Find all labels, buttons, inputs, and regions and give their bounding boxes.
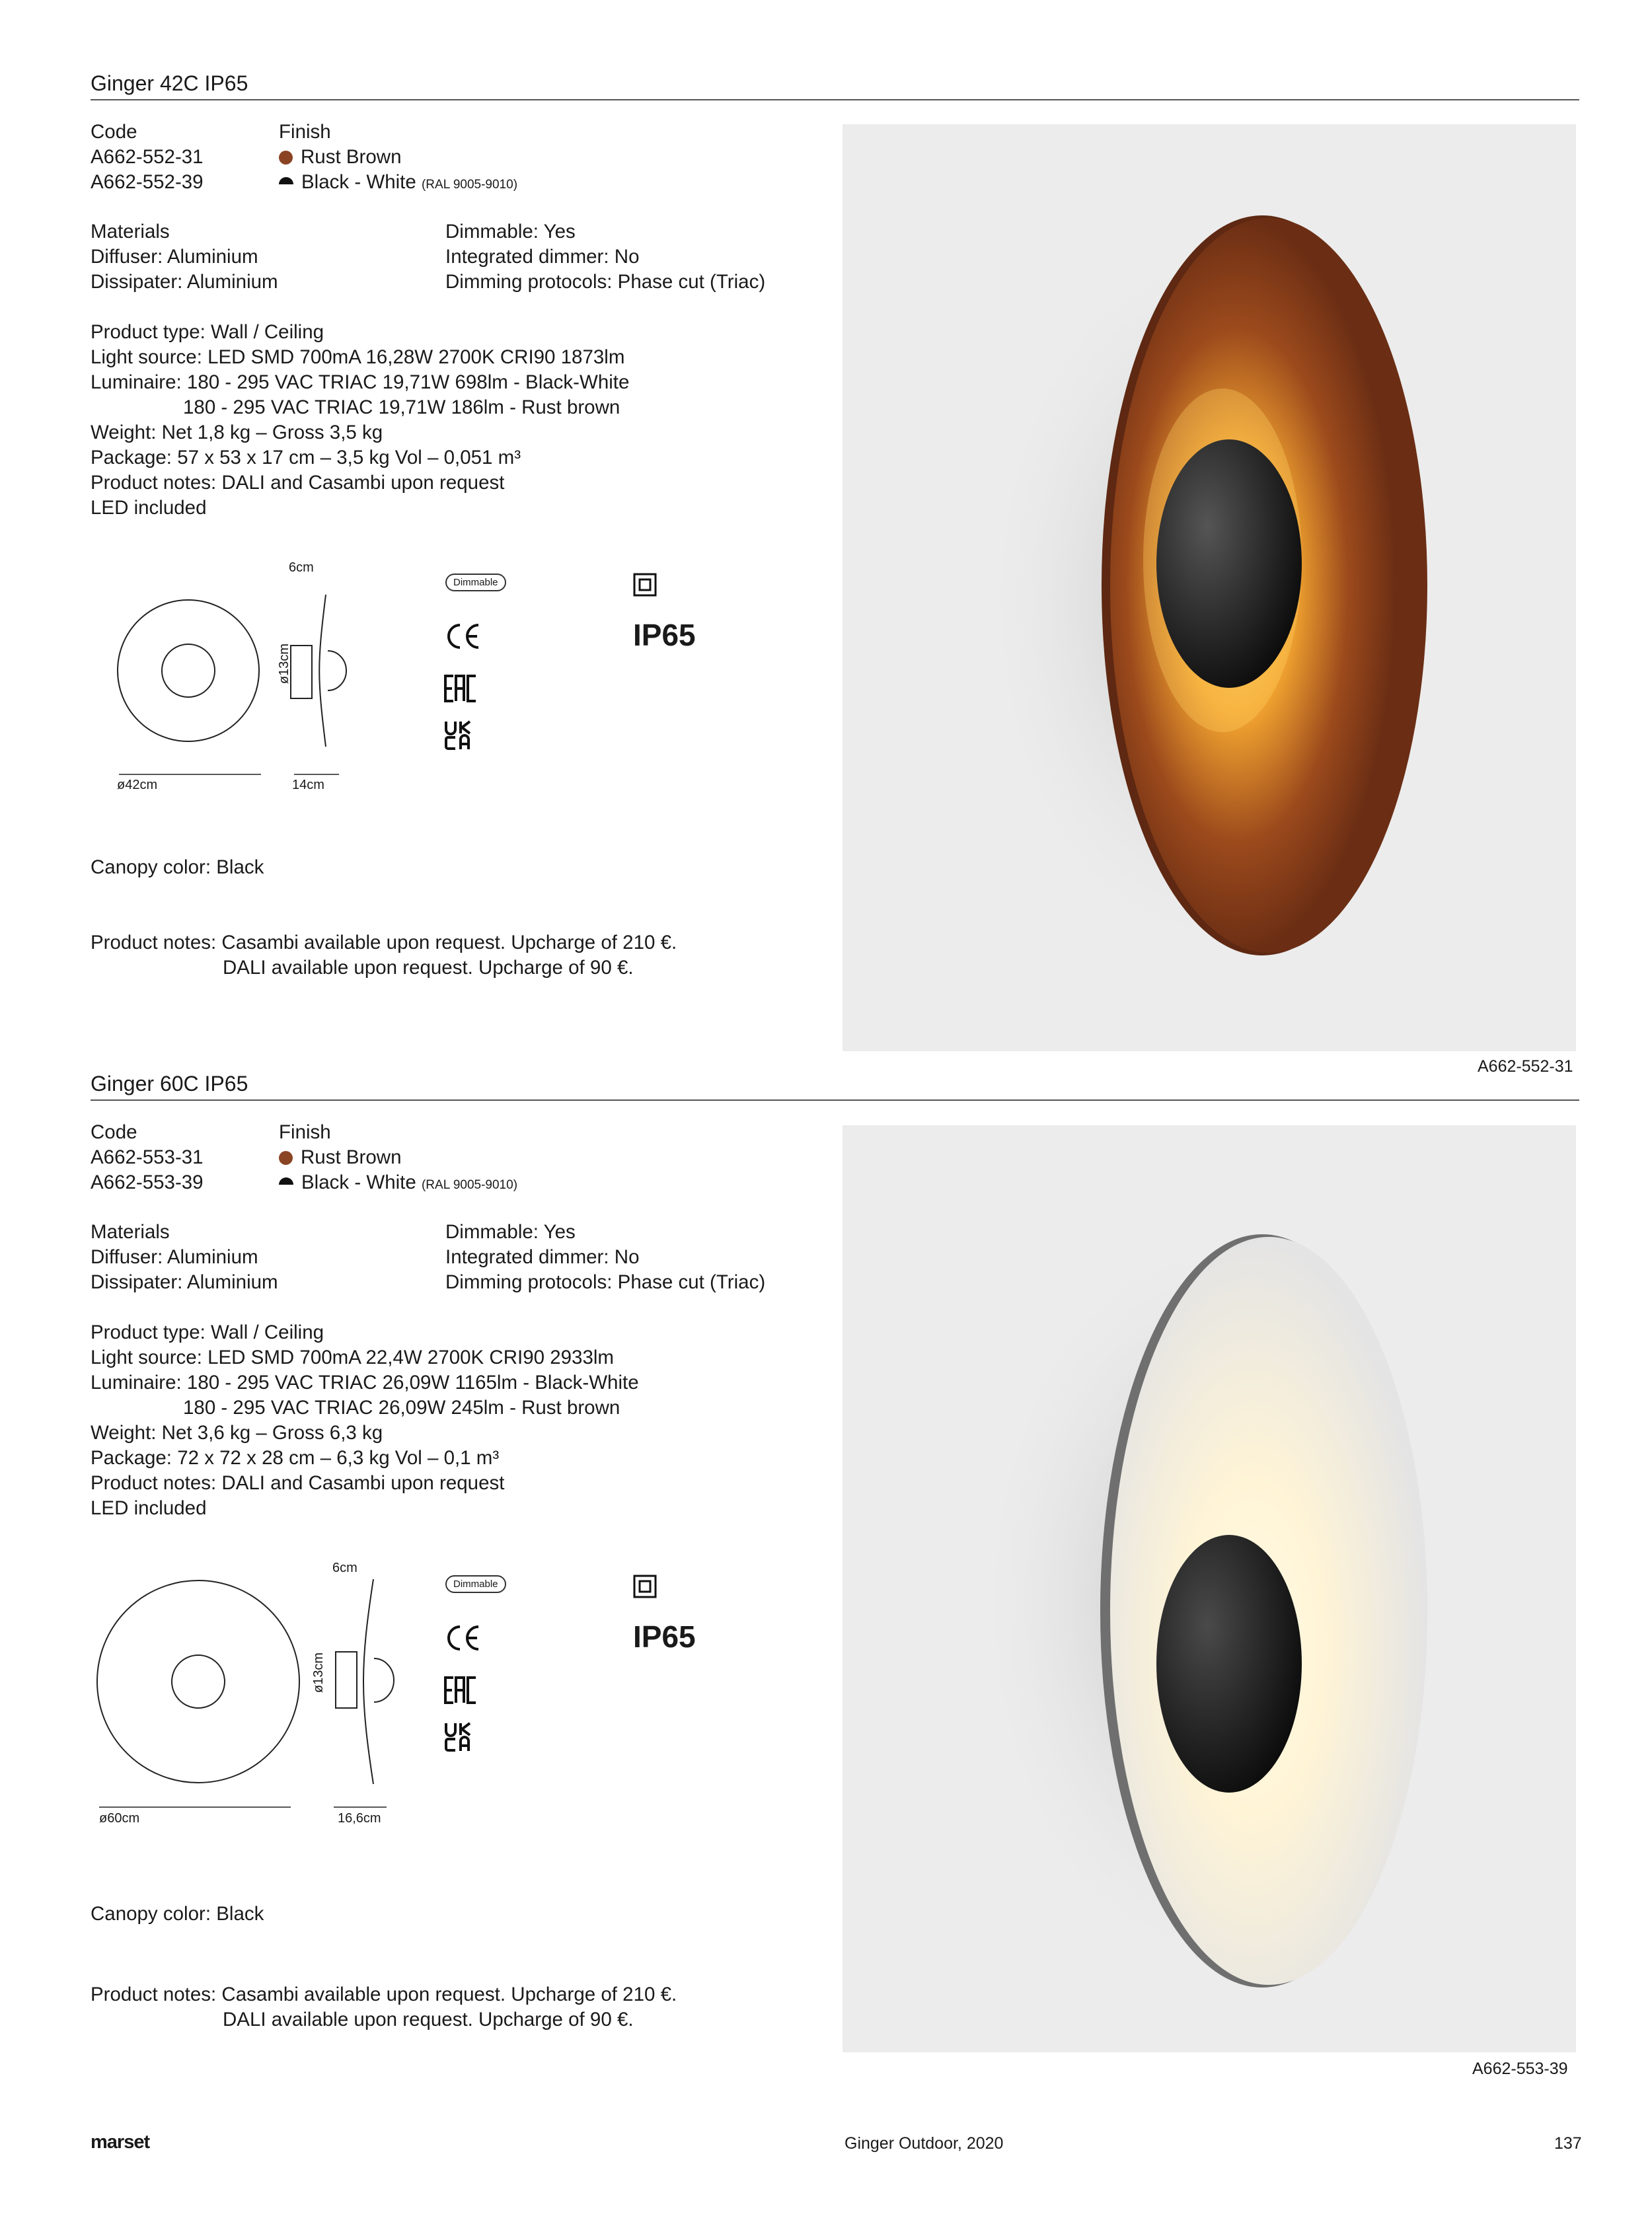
- title-rule: [91, 99, 1579, 100]
- note-line: Product notes: Casambi available upon request. Upcharge of 210 €.: [91, 1984, 677, 2005]
- class-ii-icon: [633, 573, 657, 597]
- dimension-drawing: [93, 1566, 423, 1830]
- materials-label: Materials: [91, 221, 170, 242]
- side-view-canopy: [336, 1652, 357, 1708]
- diameter-dimension: ø42cm: [117, 778, 158, 792]
- spec-line: Light source: LED SMD 700mA 22,4W 2700K CRI90 2933lm: [91, 1347, 614, 1368]
- projection-dimension: 14cm: [292, 778, 324, 792]
- dimension-drawing: [106, 565, 383, 803]
- ukca-mark-icon: [444, 1722, 473, 1752]
- ip-rating: IP65: [633, 618, 696, 652]
- canopy-dimension: ø13cm: [311, 1652, 326, 1693]
- product-title: Ginger 60C IP65: [91, 1072, 248, 1096]
- lamp-illustration: [843, 124, 1576, 1051]
- note-line: DALI available upon request. Upcharge of 90 €.: [223, 2009, 634, 2030]
- side-view-dome: [374, 1658, 394, 1702]
- code-item: A662-553-31: [91, 1146, 204, 1168]
- finish-note: (RAL 9005-9010): [421, 178, 518, 192]
- finish-label: Finish: [279, 1121, 331, 1143]
- finish-note: (RAL 9005-9010): [421, 1178, 518, 1192]
- dimming-block: [445, 1220, 765, 1295]
- code-label: Code: [91, 1121, 137, 1143]
- code-column: [91, 120, 204, 195]
- dimming-item: Integrated dimmer: No: [445, 1246, 640, 1268]
- photo-caption: A662-553-39: [1472, 2060, 1568, 2078]
- front-view-canopy-outline: [172, 1655, 225, 1708]
- finish-item: [279, 1145, 517, 1170]
- ukca-mark-icon: [444, 720, 473, 751]
- material-item: Diffuser: Aluminium: [91, 1246, 258, 1268]
- finish-item: [279, 170, 517, 198]
- spec-line: Weight: Net 3,6 kg – Gross 6,3 kg: [91, 1422, 383, 1444]
- dome-canopy: [1156, 439, 1302, 688]
- product-notes: [91, 930, 677, 981]
- spec-list: [91, 320, 629, 521]
- depth-dimension: 6cm: [332, 1561, 357, 1575]
- finish-column: [279, 1120, 517, 1198]
- material-item: Diffuser: Aluminium: [91, 246, 258, 268]
- material-item: Dissipater: Aluminium: [91, 1271, 278, 1293]
- rust-swatch-icon: [279, 1151, 293, 1165]
- spec-line: Product notes: DALI and Casambi upon request: [91, 1472, 505, 1494]
- lamp-illustration: [843, 1125, 1576, 2052]
- code-item: A662-552-31: [91, 146, 204, 168]
- finish-name: Black - White: [301, 171, 416, 193]
- ip-rating: IP65: [633, 1619, 696, 1654]
- finish-column: [279, 120, 517, 198]
- materials-label: Materials: [91, 1221, 170, 1243]
- spec-line: LED included: [91, 497, 207, 519]
- code-item: A662-553-39: [91, 1171, 204, 1193]
- code-item: A662-552-39: [91, 171, 204, 193]
- front-view-disc-outline: [118, 600, 259, 741]
- title-rule: [91, 1099, 1579, 1101]
- canopy-color: Canopy color: Black: [91, 1903, 264, 1925]
- class-ii-icon: [633, 1575, 657, 1598]
- spec-line: Luminaire: 180 - 295 VAC TRIAC 19,71W 698lm - Black-White: [91, 371, 630, 393]
- diameter-dimension: ø60cm: [99, 1811, 140, 1826]
- eac-mark-icon: [444, 1676, 478, 1705]
- material-item: Dissipater: Aluminium: [91, 271, 278, 293]
- note-line: DALI available upon request. Upcharge of 90 €.: [223, 957, 634, 979]
- finish-name: Rust Brown: [301, 1146, 402, 1168]
- dimming-item: Dimming protocols: Phase cut (Triac): [445, 1271, 766, 1293]
- ce-mark-icon: [444, 621, 484, 651]
- finish-item: [279, 1170, 517, 1198]
- code-column: [91, 1120, 204, 1195]
- spec-line: LED included: [91, 1497, 207, 1519]
- spec-line: Light source: LED SMD 700mA 16,28W 2700K CRI90 1873lm: [91, 346, 625, 368]
- code-label: Code: [91, 121, 137, 143]
- dimming-item: Dimmable: Yes: [445, 1221, 576, 1243]
- finish-name: Black - White: [301, 1171, 416, 1193]
- finish-label: Finish: [279, 121, 331, 143]
- side-view-disc: [363, 1579, 373, 1784]
- front-view-disc-outline: [97, 1580, 299, 1783]
- rust-swatch-icon: [279, 151, 293, 165]
- dimming-item: Dimming protocols: Phase cut (Triac): [445, 271, 766, 293]
- side-view-canopy: [291, 646, 312, 698]
- dimmable-badge: Dimmable: [445, 1575, 506, 1593]
- note-line: Product notes: Casambi available upon request. Upcharge of 210 €.: [91, 932, 677, 953]
- dome-canopy: [1156, 1535, 1302, 1793]
- materials-block: [91, 1220, 278, 1295]
- canopy-color: Canopy color: Black: [91, 856, 264, 878]
- spec-line: Package: 57 x 53 x 17 cm – 3,5 kg Vol – 0,051 m³: [91, 447, 521, 468]
- brand-logo: marset: [91, 2132, 150, 2153]
- page-number: 137: [1554, 2134, 1582, 2153]
- spec-line: Product type: Wall / Ceiling: [91, 1321, 324, 1343]
- product-title: Ginger 42C IP65: [91, 71, 248, 95]
- photo-caption: A662-552-31: [1478, 1057, 1573, 1076]
- spec-line: Product type: Wall / Ceiling: [91, 321, 324, 343]
- depth-dimension: 6cm: [289, 560, 314, 575]
- ce-mark-icon: [444, 1623, 484, 1653]
- product-photo-rust-brown: [843, 124, 1576, 1051]
- side-view-disc: [319, 595, 326, 747]
- finish-name: Rust Brown: [301, 146, 402, 168]
- finish-item: [279, 145, 517, 170]
- dimming-item: Dimmable: Yes: [445, 221, 576, 242]
- product-photo-black-white: [843, 1125, 1576, 2052]
- black-white-swatch-icon: [279, 177, 293, 184]
- spec-line: Weight: Net 1,8 kg – Gross 3,5 kg: [91, 422, 383, 443]
- dimming-item: Integrated dimmer: No: [445, 246, 640, 268]
- spec-line: 180 - 295 VAC TRIAC 26,09W 245lm - Rust brown: [183, 1397, 620, 1419]
- spec-line: Luminaire: 180 - 295 VAC TRIAC 26,09W 1165lm - Black-White: [91, 1372, 639, 1394]
- spec-line: Package: 72 x 72 x 28 cm – 6,3 kg Vol – 0,1 m³: [91, 1447, 500, 1469]
- spec-line: 180 - 295 VAC TRIAC 19,71W 186lm - Rust brown: [183, 396, 620, 418]
- spec-line: Product notes: DALI and Casambi upon request: [91, 472, 505, 494]
- side-view-dome: [328, 651, 346, 690]
- dimmable-badge: Dimmable: [445, 574, 506, 591]
- black-white-swatch-icon: [279, 1177, 293, 1185]
- front-view-canopy-outline: [162, 644, 215, 697]
- canopy-dimension: ø13cm: [277, 643, 292, 685]
- product-notes: [91, 1982, 677, 2032]
- eac-mark-icon: [444, 674, 478, 703]
- spec-list: [91, 1320, 639, 1521]
- dimming-block: [445, 219, 765, 295]
- materials-block: [91, 219, 278, 295]
- publication-title: Ginger Outdoor, 2020: [845, 2134, 1004, 2153]
- projection-dimension: 16,6cm: [338, 1811, 381, 1826]
